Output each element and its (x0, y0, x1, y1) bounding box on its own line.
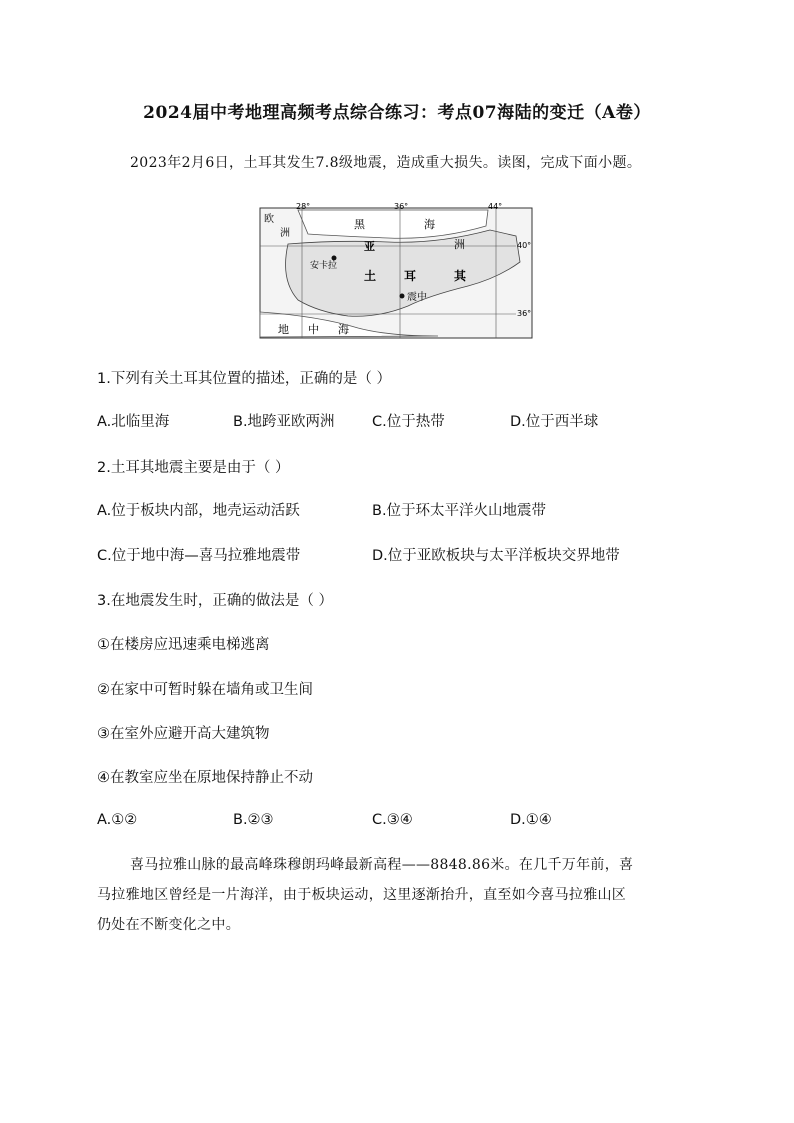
lon-label-36: 36° (394, 202, 409, 211)
passage-line-2: 马拉雅地区曾经是一片海洋，由于板块运动，这里逐渐抬升，直至如今喜马拉雅山区 (97, 887, 627, 903)
q3-option-b: B.②③ (233, 812, 274, 828)
passage-line-1: 喜马拉雅山脉的最高峰珠穆朗玛峰最新高程——8848.86米。在几千万年前，喜 (130, 857, 634, 873)
lon-label-44: 44° (488, 202, 503, 211)
label-zhou-asia: 洲 (454, 238, 465, 251)
page-title: 2024届中考地理高频考点综合练习：考点07海陆的变迁（A卷） (143, 103, 651, 123)
label-qi: 其 (454, 269, 467, 283)
q3-option-a: A.①② (97, 812, 138, 828)
label-zhong: 中 (308, 323, 319, 336)
label-hei: 黑 (354, 218, 365, 231)
q3-item-1: ①在楼房应迅速乘电梯逃离 (97, 637, 270, 653)
ankara-marker (332, 256, 337, 261)
q1-option-b: B.地跨亚欧两洲 (233, 414, 335, 430)
label-ou: 欧 (264, 214, 274, 225)
q3-option-c: C.③④ (372, 812, 413, 828)
q3-option-d: D.①④ (510, 812, 552, 828)
q1-option-c: C.位于热带 (372, 414, 445, 430)
lon-label-28: 28° (296, 202, 311, 211)
question-3-stem: 3.在地震发生时，正确的做法是（ ） (97, 593, 333, 609)
epicenter-marker (400, 294, 405, 299)
q2-option-a: A.位于板块内部，地壳运动活跃 (97, 503, 300, 519)
q1-option-d: D.位于西半球 (510, 414, 599, 430)
label-er: 耳 (404, 269, 417, 283)
label-ya: 亚 (364, 240, 375, 253)
passage (97, 850, 697, 940)
label-hai-med: 海 (338, 323, 349, 336)
q3-item-4: ④在教室应坐在原地保持静止不动 (97, 770, 313, 786)
question-1-stem: 1.下列有关土耳其位置的描述，正确的是（ ） (97, 371, 391, 387)
lat-label-40: 40° (517, 241, 532, 250)
q2-option-b: B.位于环太平洋火山地震带 (372, 503, 547, 519)
label-di: 地 (278, 323, 289, 336)
epicenter-label: 震中 (407, 292, 427, 303)
intro-text: 2023年2月6日，土耳其发生7.8级地震，造成重大损失。读图，完成下面小题。 (130, 155, 642, 171)
turkey-map (258, 200, 534, 340)
q1-option-a: A.北临里海 (97, 414, 170, 430)
q3-item-2: ②在家中可暂时躲在墙角或卫生间 (97, 682, 313, 698)
lat-label-36: 36° (517, 309, 532, 318)
label-hai-black: 海 (424, 218, 435, 231)
question-2-stem: 2.土耳其地震主要是由于（ ） (97, 460, 290, 476)
ankara-label: 安卡拉 (310, 261, 338, 271)
label-zhou-eu: 洲 (280, 228, 290, 239)
q2-option-c: C.位于地中海—喜马拉雅地震带 (97, 548, 301, 564)
q2-option-d: D.位于亚欧板块与太平洋板块交界地带 (372, 548, 620, 564)
passage-line-3: 仍处在不断变化之中。 (97, 917, 240, 933)
label-tu: 土 (364, 269, 377, 283)
q3-item-3: ③在室外应避开高大建筑物 (97, 726, 270, 742)
